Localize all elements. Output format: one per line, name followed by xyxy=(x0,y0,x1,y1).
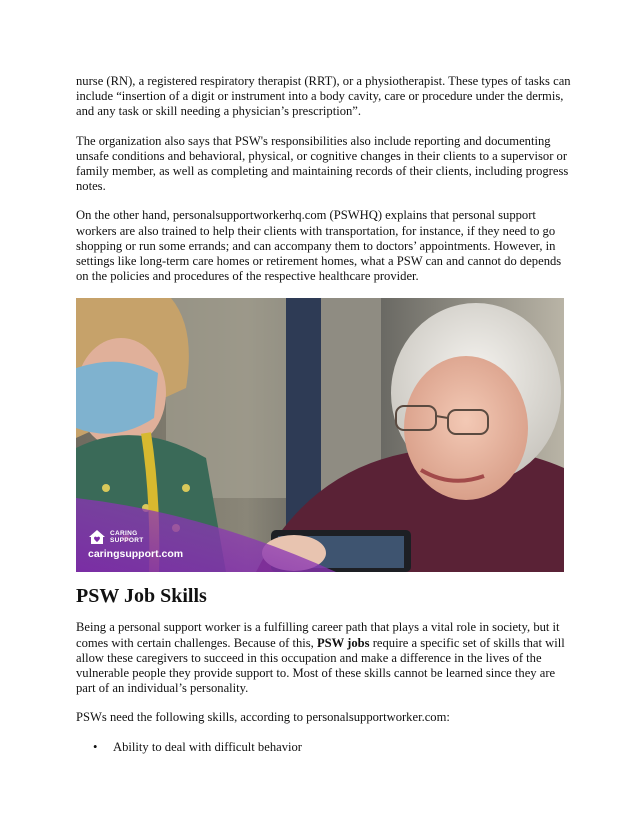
logo-line-caring: CARING xyxy=(110,530,138,538)
caring-support-logo xyxy=(88,529,183,560)
paragraph-skills-lead: PSWs need the following skills, according to personalsupportworker.com: xyxy=(76,710,450,725)
list-item xyxy=(93,739,572,755)
caregiver-photo xyxy=(76,298,564,572)
intro-text-before: Being a personal support worker is a fulfilling career path that plays a vital role in society, but it comes with certain challenges. Because of this, xyxy=(76,620,560,650)
list-item-text: Ability to deal with difficult behavior xyxy=(113,739,302,754)
psw-jobs-link[interactable]: PSW jobs xyxy=(316,635,370,650)
paragraph-regulated-tasks: nurse (RN), a registered respiratory therapist (RRT), or a physiotherapist. These types of tasks can include “insertion of a digit or instrument into a body cavity, care or procedure under the dermis, and any task or skill needing a physician’s prescription”. xyxy=(76,74,571,119)
face-mask xyxy=(76,362,158,434)
intro-text-after: require a specific set of skills that will allow these caregivers to succeed in this occupation and make a difference in the lives of the vulnerable people they provide support to. Most of these skills cannot be learned since they are part of an individual’s personality. xyxy=(76,635,565,696)
skills-list xyxy=(76,740,572,755)
document-page xyxy=(76,74,572,755)
logo-line-support: SUPPORT xyxy=(110,537,144,545)
paragraph-transportation: On the other hand, personalsupportworkerhq.com (PSWHQ) explains that personal support workers are also trained to help their clients with transportation, for instance, if they need to go shopping or run some errands; and can accompany them to doctors’ appointments. However, in settings like long-term care homes or retirement homes, what a PSW can and cannot do depends on the policies and procedures of the respective healthcare provider. xyxy=(76,208,562,284)
paragraph-responsibilities: The organization also says that PSW's responsibilities also include reporting and documenting unsafe conditions and behavioral, physical, or cognitive changes in their clients to a supervisor or family member, as well as completing and maintaining records of their clients, including progress notes. xyxy=(76,133,569,194)
logo-url: caringsupport.com xyxy=(88,548,184,561)
house-heart-icon xyxy=(88,529,106,545)
section-heading: PSW Job Skills xyxy=(76,585,207,608)
paragraph-job-skills-intro xyxy=(76,620,572,696)
bullet-icon: • xyxy=(93,739,98,754)
